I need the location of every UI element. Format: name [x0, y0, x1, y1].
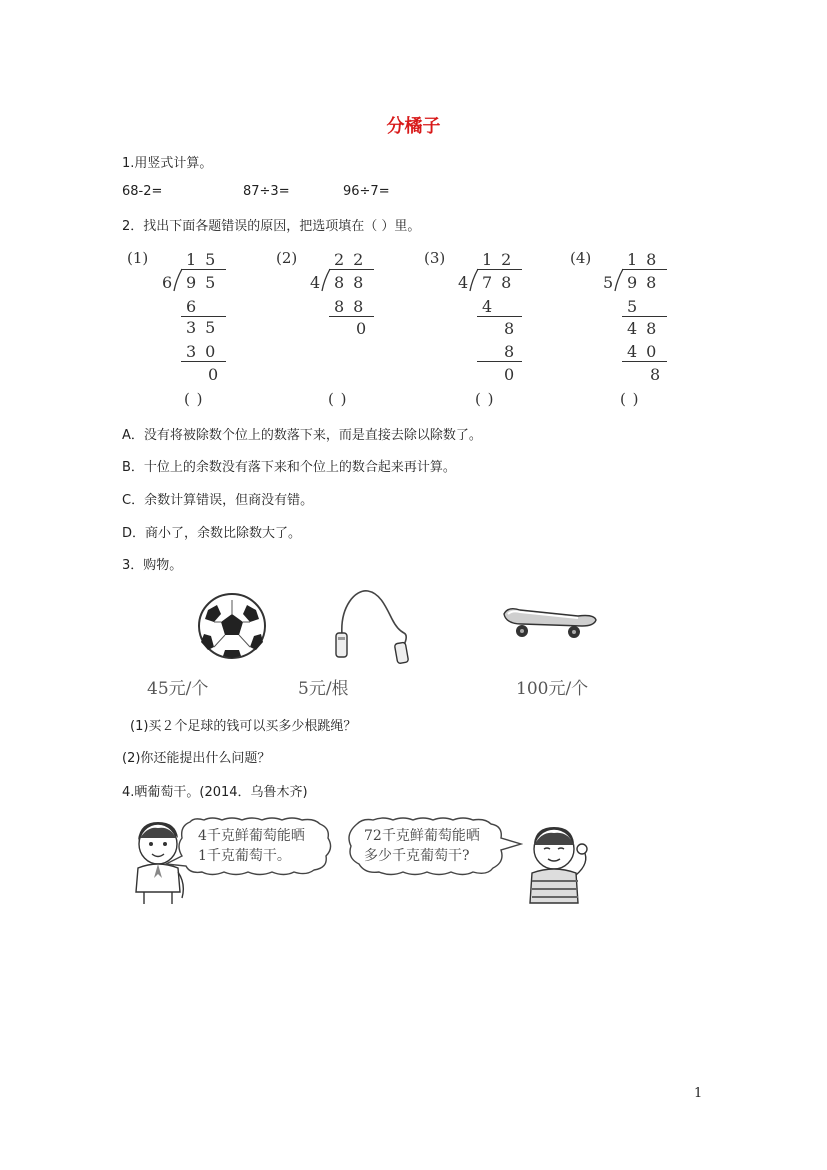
answer-blank[interactable]: ( ): [620, 390, 640, 408]
divisor: 5: [603, 273, 614, 292]
dividend: 95: [186, 273, 225, 292]
dividend: 88: [334, 273, 373, 292]
step-row: 4: [482, 297, 502, 316]
division-bar: [181, 269, 226, 270]
problem-label: (2): [276, 249, 298, 267]
subtraction-line: [477, 316, 522, 317]
skateboard-price: 100元/个: [516, 679, 589, 699]
step-row: 40: [627, 342, 666, 361]
problem-label: (1): [127, 249, 149, 267]
answer-blank[interactable]: ( ): [475, 390, 495, 408]
quotient: 22: [334, 250, 373, 269]
step-row: 8: [504, 319, 524, 338]
step-row: 8: [504, 342, 524, 361]
bubble-right-text: [364, 826, 480, 866]
q3-sub2: (2)你还能提出什么问题？: [122, 751, 271, 766]
dividend: 78: [482, 273, 521, 292]
step-row: 88: [334, 297, 373, 316]
option-c: C．余数计算错误，但商没有错。: [122, 493, 314, 508]
division-bar: [477, 269, 522, 270]
q3-heading: 3．购物。: [122, 558, 183, 573]
q1-item: 96÷7=: [343, 184, 390, 199]
step-row: 6: [186, 297, 206, 316]
answer-blank[interactable]: ( ): [184, 390, 204, 408]
divisor: 4: [310, 273, 321, 292]
quotient: 12: [482, 250, 521, 269]
problem-label: (4): [570, 249, 592, 267]
division-bracket: [173, 268, 185, 292]
q1-heading: 1.用竖式计算。: [122, 156, 213, 171]
page-title: 分橘子: [386, 116, 441, 137]
subtraction-line: [477, 361, 522, 362]
subtraction-line: [622, 361, 667, 362]
step-row: 30: [186, 342, 225, 361]
step-row: 0: [208, 365, 228, 384]
quotient: 18: [627, 250, 666, 269]
subtraction-line: [181, 316, 226, 317]
option-d: D．商小了，余数比除数大了。: [122, 526, 302, 541]
problem-label: (3): [424, 249, 446, 267]
answer-blank[interactable]: ( ): [328, 390, 348, 408]
bubble-left-line: 4千克鲜葡萄能晒: [198, 828, 305, 844]
divisor: 6: [162, 273, 173, 292]
dividend: 98: [627, 273, 666, 292]
page-number: 1: [694, 1086, 703, 1101]
soccer-ball-icon: [196, 592, 268, 660]
q1-item: 68-2=: [122, 184, 163, 199]
subtraction-line: [329, 316, 374, 317]
q4-heading: 4.晒葡萄干。(2014．乌鲁木齐): [122, 785, 308, 800]
division-bracket: [321, 268, 333, 292]
boy-right-illustration: [518, 823, 600, 909]
step-row: 35: [186, 318, 225, 337]
quotient: 15: [186, 250, 225, 269]
division-bar: [329, 269, 374, 270]
option-b: B．十位上的余数没有落下来和个位上的数合起来再计算。: [122, 460, 456, 475]
bubble-left-text: [198, 826, 305, 866]
option-a: A．没有将被除数个位上的数落下来，而是直接去除以除数了。: [122, 428, 482, 443]
subtraction-line: [622, 316, 667, 317]
subtraction-line: [181, 361, 226, 362]
step-row: 5: [627, 297, 647, 316]
divisor: 4: [458, 273, 469, 292]
bubble-right-line: 72千克鲜葡萄能晒: [364, 828, 480, 844]
q3-sub1: (1)买２个足球的钱可以买多少根跳绳？: [130, 719, 357, 734]
bubble-right-line: 多少千克葡萄干?: [364, 848, 470, 864]
division-bracket: [614, 268, 626, 292]
division-bracket: [469, 268, 481, 292]
jump-rope-icon: [330, 587, 420, 665]
rope-price: 5元/根: [298, 679, 349, 699]
division-bar: [622, 269, 667, 270]
skateboard-icon: [500, 604, 600, 644]
q2-heading: 2．找出下面各题错误的原因，把选项填在（ ）里。: [122, 219, 421, 234]
bubble-left-line: 1千克葡萄干。: [198, 848, 291, 864]
step-row: 0: [356, 319, 376, 338]
step-row: 0: [504, 365, 524, 384]
step-row: 48: [627, 319, 666, 338]
step-row: 8: [650, 365, 670, 384]
ball-price: 45元/个: [147, 679, 209, 699]
q1-item: 87÷3=: [243, 184, 290, 199]
